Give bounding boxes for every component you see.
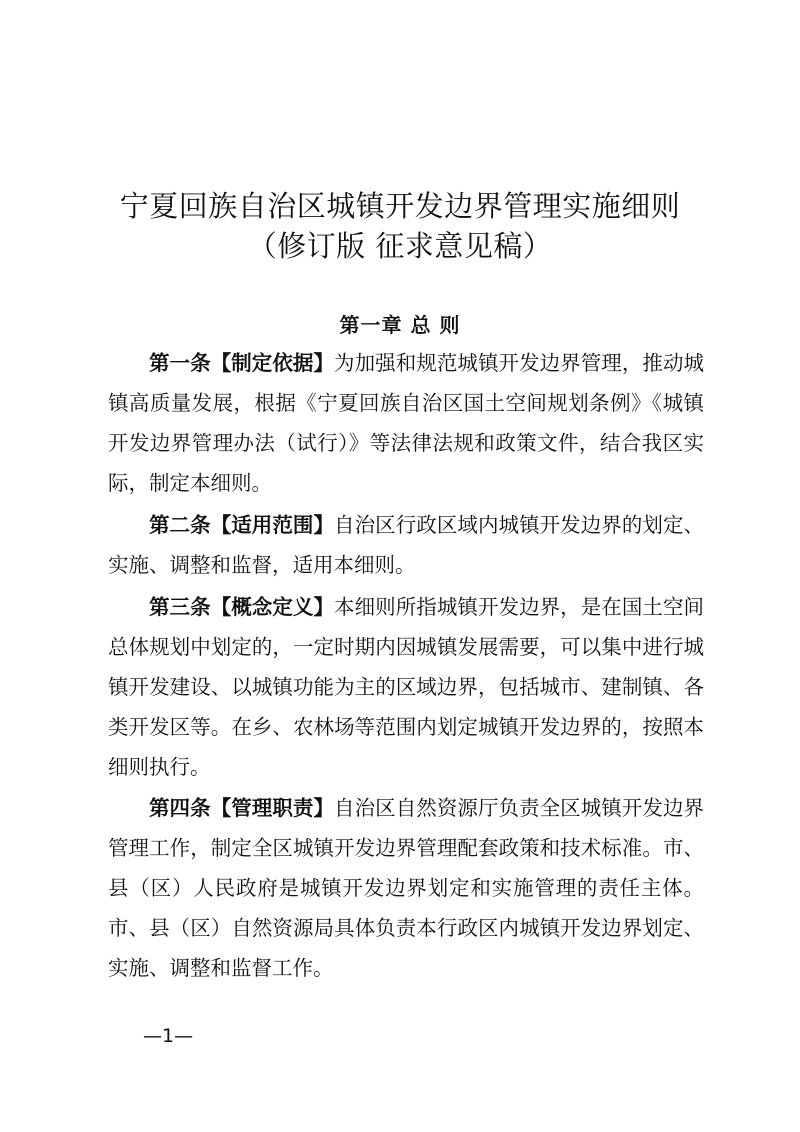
article-2-number: 第二条 bbox=[149, 513, 211, 537]
article-4-heading: 【管理职责】 bbox=[210, 796, 335, 820]
chapter-heading: 第一章 总 则 bbox=[339, 313, 461, 337]
article-1-heading: 【制定依据】 bbox=[210, 351, 335, 375]
document-title: 宁夏回族自治区城镇开发边界管理实施细则 bbox=[119, 189, 681, 223]
article-4 bbox=[108, 788, 704, 988]
page-number: —1— bbox=[143, 1025, 194, 1047]
article-4-number: 第四条 bbox=[149, 796, 211, 820]
article-2-body: 自治区行政区域内城镇开发边界的划定、实施、调整和监督，适用本细则。 bbox=[108, 513, 705, 577]
article-4-body: 自治区自然资源厅负责全区城镇开发边界管理工作，制定全区城镇开发边界管理配套政策和技术标准。市、县（区）人民政府是城镇开发边界划定和实施管理的责任主体。市、县（区）自然资源局具体负责本行政区内城镇开发边界划定、实施、调整和监督工作。 bbox=[108, 796, 705, 980]
document-subtitle: （修订版 征求意见稿） bbox=[247, 229, 553, 263]
article-1 bbox=[108, 343, 704, 503]
article-1-body: 为加强和规范城镇开发边界管理，推动城镇高质量发展，根据《宁夏回族自治区国土空间规划条例》《城镇开发边界管理办法（试行）》等法律法规和政策文件，结合我区实际，制定本细则。 bbox=[108, 351, 705, 495]
article-3 bbox=[108, 587, 704, 787]
article-2-heading: 【适用范围】 bbox=[210, 513, 335, 537]
article-2 bbox=[108, 505, 704, 585]
article-3-body: 本细则所指城镇开发边界，是在国土空间总体规划中划定的，一定时期内因城镇发展需要，可以集中进行城镇开发建设、以城镇功能为主的区域边界，包括城市、建制镇、各类开发区等。在乡、农林场等范围内划定城镇开发边界的，按照本细则执行。 bbox=[108, 595, 705, 779]
article-3-heading: 【概念定义】 bbox=[210, 595, 335, 619]
article-3-number: 第三条 bbox=[149, 595, 211, 619]
article-1-number: 第一条 bbox=[149, 351, 211, 375]
